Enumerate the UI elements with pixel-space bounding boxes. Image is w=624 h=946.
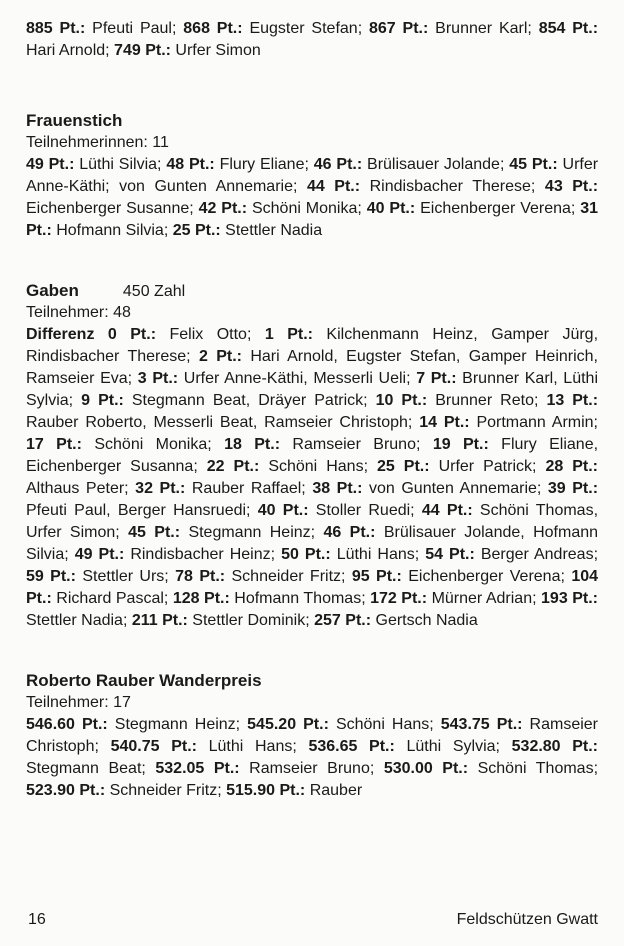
section-wanderpreis — [26, 670, 598, 802]
results-list: 49 Pt.: Lüthi Silvia; 48 Pt.: Flury Eliane; 46 Pt.: Brülisauer Jolande; 45 Pt.: Urfer Anne-Käthi; von Gunten Annemarie; 44 Pt.: Rindisbacher Therese; 43 Pt.: Eichenberger Susanne; 42 Pt.: Schöni Monika; 40 Pt.: Eichenberger Verena; 31 Pt.: Hofmann Silvia; 25 Pt.: Stettler Nadia — [26, 156, 599, 239]
section-title: Roberto Rauber Wanderpreis — [26, 671, 262, 690]
page-footer — [28, 909, 598, 931]
document-page — [26, 18, 598, 802]
section-title: Gaben — [26, 281, 79, 300]
results-list: 546.60 Pt.: Stegmann Heinz; 545.20 Pt.: Schöni Hans; 543.75 Pt.: Ramseier Christoph; 540.75 Pt.: Lüthi Hans; 536.65 Pt.: Lüthi Sylvia; 532.80 Pt.: Stegmann Beat; 532.05 Pt.: Ramseier Bruno; 530.00 Pt.: Schöni Thomas; 523.90 Pt.: Schneider Fritz; 515.90 Pt.: Rauber — [26, 716, 599, 799]
section-subtitle: 450 Zahl — [122, 283, 186, 300]
participant-count: Teilnehmerinnen: 11 — [26, 134, 169, 151]
participant-count: Teilnehmer: 17 — [26, 694, 131, 711]
results-list: Differenz 0 Pt.: Felix Otto; 1 Pt.: Kilchenmann Heinz, Gamper Jürg, Rindisbacher Therese; 2 Pt.: Hari Arnold, Eugster Stefan, Gamper Heinrich, Ramseier Eva; 3 Pt.: Urfer Anne-Käthi, Messerli Ueli; 7 Pt.: Brunner Karl, Lüthi Sylvia; 9 Pt.: Stegmann Beat, Dräyer Patrick; 10 Pt.: Brunner Reto; 13 Pt.: Rauber Roberto, Messerli Beat, Ramseier Christoph; 14 Pt.: Portmann Armin; 17 Pt.: Schöni Monika; 18 Pt.: Ramseier Bruno; 19 Pt.: Flury Eliane, Eichenberger Susanna; 22 Pt.: Schöni Hans; 25 Pt.: Urfer Patrick; 28 Pt.: Althaus Peter; 32 Pt.: Rauber Raffael; 38 Pt.: von Gunten Annemarie; 39 Pt.: Pfeuti Paul, Berger Hansruedi; 40 Pt.: Stoller Ruedi; 44 Pt.: Schöni Thomas, Urfer Simon; 45 Pt.: Stegmann Heinz; 46 Pt.: Brülisauer Jolande, Hofmann Silvia; 49 Pt.: Rindisbacher Heinz; 50 Pt.: Lüthi Hans; 54 Pt.: Berger Andreas; 59 Pt.: Stettler Urs; 78 Pt.: Schneider Fritz; 95 Pt.: Eichenberger Verena; 104 Pt.: Richard Pascal; 128 Pt.: Hofmann Thomas; 172 Pt.: Mürner Adrian; 193 Pt.: Stettler Nadia; 211 Pt.: Stettler Dominik; 257 Pt.: Gertsch Nadia — [26, 326, 599, 629]
participant-count: Teilnehmer: 48 — [26, 304, 131, 321]
page-number: 16 — [28, 911, 46, 928]
publication-name: Feldschützen Gwatt — [456, 911, 598, 928]
results-continuation: 885 Pt.: Pfeuti Paul; 868 Pt.: Eugster Stefan; 867 Pt.: Brunner Karl; 854 Pt.: Hari Arnold; 749 Pt.: Urfer Simon — [26, 20, 599, 59]
section-gaben — [26, 280, 598, 632]
section-frauenstich — [26, 110, 598, 242]
section-title: Frauenstich — [26, 111, 123, 130]
